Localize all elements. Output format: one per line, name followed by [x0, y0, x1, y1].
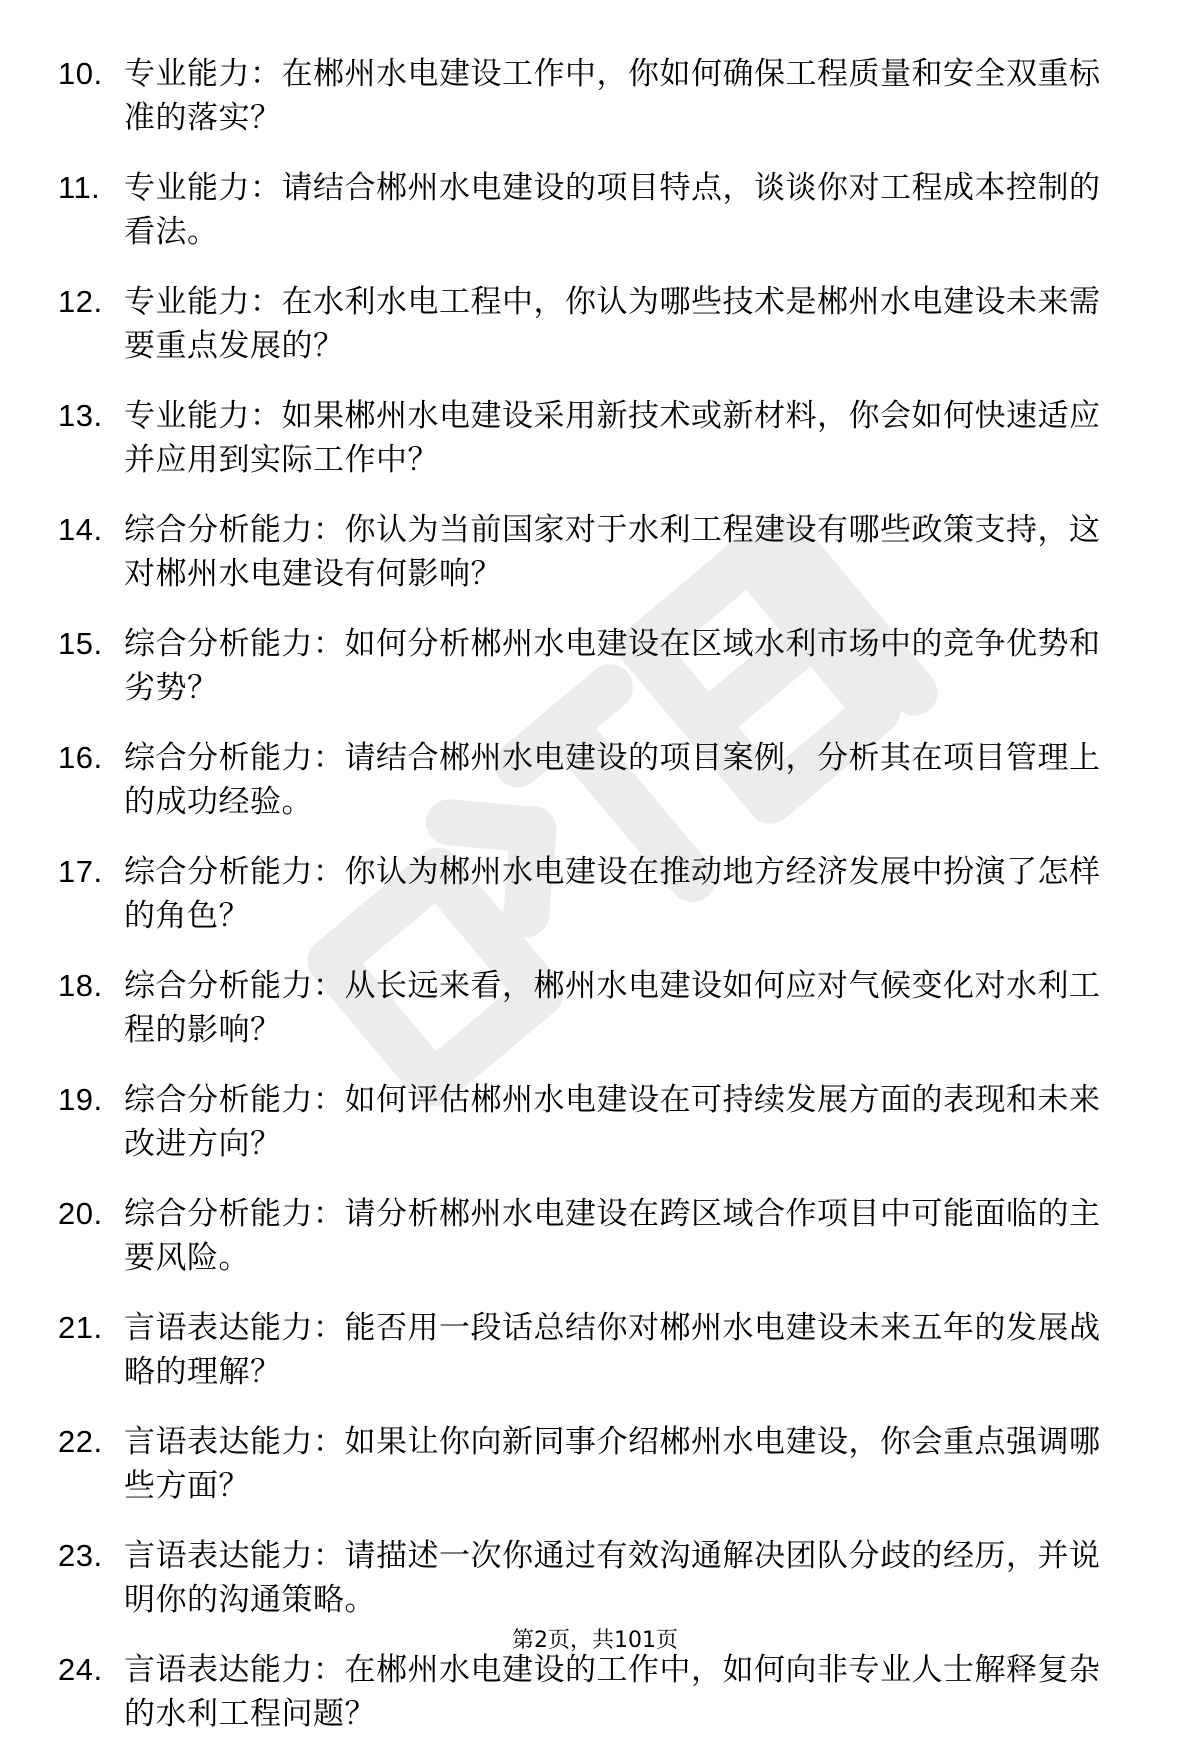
question-item	[58, 1192, 1118, 1280]
question-text: 专业能力：在郴州水电建设工作中，你如何确保工程质量和安全双重标准的落实？	[124, 56, 1101, 136]
question-text: 综合分析能力：如何分析郴州水电建设在区域水利市场中的竞争优势和劣势？	[124, 626, 1101, 706]
question-item	[58, 622, 1118, 710]
question-item	[58, 1420, 1118, 1508]
question-number: 10.	[58, 56, 103, 91]
question-text: 言语表达能力：如果让你向新同事介绍郴州水电建设，你会重点强调哪些方面？	[124, 1424, 1101, 1504]
question-item	[58, 1306, 1118, 1394]
question-text: 专业能力：请结合郴州水电建设的项目特点，谈谈你对工程成本控制的看法。	[124, 170, 1101, 250]
question-number: 12.	[58, 284, 103, 319]
question-text: 综合分析能力：请结合郴州水电建设的项目案例，分析其在项目管理上的成功经验。	[124, 740, 1101, 820]
question-text: 综合分析能力：如何评估郴州水电建设在可持续发展方面的表现和未来改进方向？	[124, 1082, 1101, 1162]
question-text: 言语表达能力：在郴州水电建设的工作中，如何向非专业人士解释复杂的水利工程问题？	[124, 1652, 1101, 1732]
question-text: 综合分析能力：请分析郴州水电建设在跨区域合作项目中可能面临的主要风险。	[124, 1196, 1101, 1276]
question-text: 综合分析能力：从长远来看，郴州水电建设如何应对气候变化对水利工程的影响？	[124, 968, 1101, 1048]
question-number: 20.	[58, 1196, 103, 1231]
question-item	[58, 736, 1118, 824]
question-number: 14.	[58, 512, 103, 547]
question-number: 23.	[58, 1538, 103, 1573]
question-item	[58, 166, 1118, 254]
question-item	[58, 1648, 1118, 1736]
question-text: 综合分析能力：你认为郴州水电建设在推动地方经济发展中扮演了怎样的角色？	[124, 854, 1101, 934]
question-number: 16.	[58, 740, 103, 775]
question-text: 专业能力：在水利水电工程中，你认为哪些技术是郴州水电建设未来需要重点发展的？	[124, 284, 1101, 364]
question-number: 22.	[58, 1424, 103, 1459]
question-number: 18.	[58, 968, 103, 1003]
question-number: 21.	[58, 1310, 103, 1345]
question-number: 24.	[58, 1652, 103, 1687]
question-item	[58, 280, 1118, 368]
question-text: 言语表达能力：能否用一段话总结你对郴州水电建设未来五年的发展战略的理解？	[124, 1310, 1101, 1390]
page-footer	[0, 1626, 1190, 1656]
question-text: 言语表达能力：请描述一次你通过有效沟通解决团队分歧的经历，并说明你的沟通策略。	[124, 1538, 1101, 1618]
question-number: 19.	[58, 1082, 103, 1117]
question-item	[58, 508, 1118, 596]
question-item	[58, 394, 1118, 482]
question-number: 17.	[58, 854, 103, 889]
question-item	[58, 964, 1118, 1052]
question-item	[58, 1534, 1118, 1622]
question-item	[58, 1078, 1118, 1166]
question-item	[58, 52, 1118, 140]
question-number: 13.	[58, 398, 103, 433]
question-text: 综合分析能力：你认为当前国家对于水利工程建设有哪些政策支持，这对郴州水电建设有何影响？	[124, 512, 1101, 592]
question-number: 15.	[58, 626, 103, 661]
question-item	[58, 850, 1118, 938]
page-number-label: 第2页，共101页	[512, 1628, 678, 1653]
question-text: 专业能力：如果郴州水电建设采用新技术或新材料，你会如何快速适应并应用到实际工作中？	[124, 398, 1101, 478]
question-number: 11.	[58, 170, 101, 205]
question-list	[58, 52, 1118, 1762]
